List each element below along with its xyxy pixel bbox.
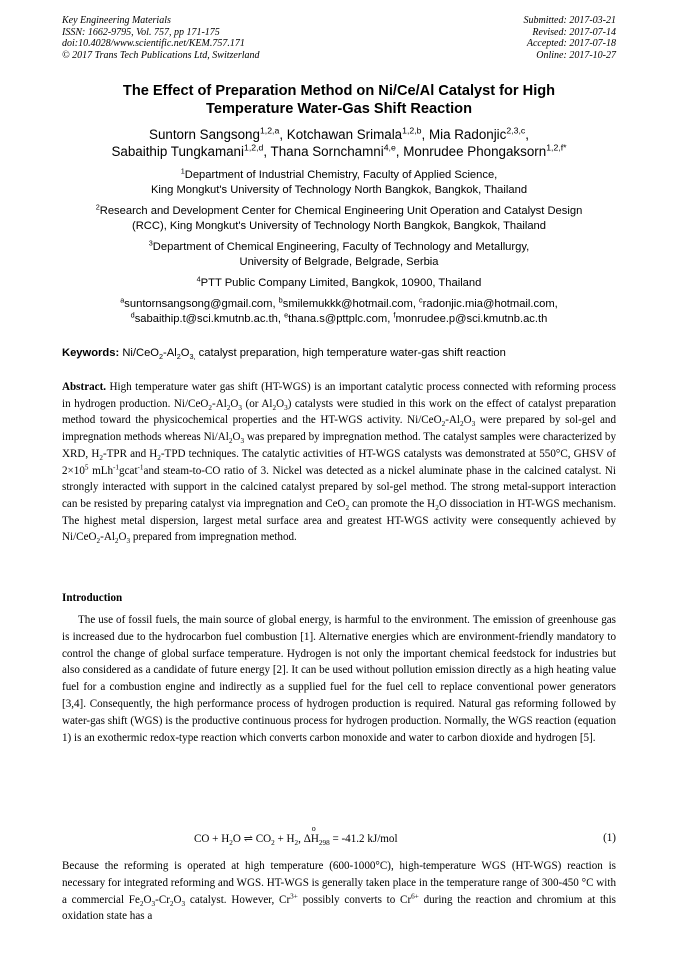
email-link[interactable]: monrudee.p@sci.kmutnb.ac.th	[395, 313, 548, 325]
publication-dates	[524, 15, 617, 61]
email-letter: b	[278, 295, 283, 305]
author-list	[40, 126, 638, 160]
affiliation-line: PTT Public Company Limited, Bangkok, 10900, Thailand	[200, 277, 482, 289]
author-name: Thana Sornchamni	[270, 144, 384, 159]
equation-1	[62, 824, 616, 852]
affiliation-line: King Mongkut's University of Technology North Bangkok, Bangkok, Thailand	[150, 184, 528, 196]
author-sep: ,	[421, 127, 429, 142]
affiliations	[50, 168, 628, 327]
affiliation-number: 2	[95, 202, 100, 212]
affiliation-line: Research and Development Center for Chemical Engineering Unit Operation and Catalyst Design	[99, 205, 583, 217]
author-sep: ,	[395, 144, 404, 159]
journal-info	[62, 15, 260, 61]
introduction-paragraph-2: Because the reforming is operated at high temperature (600-1000°C), high-temperature WGS (HT-WGS) reaction is necessary for integrated reforming and WGS. HT-WGS is generally taken place in the temperature range of 300-450 °C with a commercial $Fe_2O_3-Cr_2O_3$ catalyst. However, $Cr^{3+}$ possibly converts to $Cr^{6+}$ during the reaction and chromium at this oxidation state has a	[62, 860, 616, 923]
enthalpy-symbol: ΔH o $_{298}$	[303, 824, 330, 848]
affiliation-2	[50, 204, 628, 234]
paper-title	[62, 82, 616, 118]
author-affil-sup: 1,2,f*	[546, 142, 567, 153]
authors-line-1	[40, 126, 638, 143]
author-affil-sup: 4,e	[383, 142, 396, 153]
email-letter: e	[284, 310, 289, 320]
email-link[interactable]: radonjic.mia@hotmail.com	[422, 298, 555, 310]
affiliation-number: 1	[180, 166, 185, 176]
email-link[interactable]: thana.s@pttplc.com	[288, 313, 388, 325]
email-sep: ,	[277, 313, 285, 325]
date-submitted: Submitted: 2017-03-21	[523, 15, 616, 26]
equation-number: (1)	[603, 832, 616, 844]
email-sep: ,	[387, 313, 394, 325]
email-letter: d	[130, 310, 135, 320]
author-name: Monrudee Phongaksorn	[403, 144, 547, 159]
emails-line-2	[50, 312, 628, 327]
section-heading-introduction: Introduction	[62, 592, 123, 604]
author-sep: ,	[525, 127, 529, 142]
author-affil-sup: 1,2,a	[259, 125, 280, 136]
author-affil-sup: 2,3,c	[506, 125, 526, 136]
keywords	[62, 346, 616, 360]
author-name: Mia Radonjic	[428, 127, 507, 142]
title-line-1: The Effect of Preparation Method on Ni/Ce/Al Catalyst for High	[122, 83, 556, 99]
abstract-text: High temperature water gas shift (HT-WGS) is an important catalytic process connected with reforming process in hydrogen production. $Ni/CeO_2-Al_2O_3$ (or $Al_2O_3$) catalysts were studied in this work on the effect of catalyst preparation method toward the physicochemical properties and the HT-WGS activity. $Ni/CeO_2-Al_2O_3$ were prepared by sol-gel and impregnation methods whereas $Ni/Al_2O_3$ was prepared by impregnation method. The catalyst samples were characterized by XRD, $H_2$-TPR and $H_2$-TPD techniques. The catalytic activities of HT-WGS catalysts was demonstrated at 550°C, GHSV of $2\times 10^5$ mLh$^{-1}$gcat$^{-1}$and steam-to-CO ratio of 3. Nickel was detected as a nickel aluminate phase in the calcined catalyst. Ni strongly interacted with support in the calcined catalyst prepared by sol-gel method. The strong metal-support interaction can be resisted by preparing catalyst via impregnation and CeO$_2$ can promote the $H_2O$ dissociation in HT-WGS mechanism. The highest metal dispersion, largest metal surface area and greatest HT-WGS activity were consequently achieved by $Ni/CeO_2-Al_2O_3$ prepared from impregnation method.	[62, 381, 617, 546]
author-name: Kotchawan Srimala	[286, 127, 403, 142]
email-link[interactable]: smilemukkk@hotmail.com	[282, 298, 413, 310]
author-sep: ,	[279, 127, 287, 142]
email-sep: ,	[412, 298, 420, 310]
email-letter: c	[419, 295, 423, 305]
author-affil-sup: 1,2,b	[402, 125, 422, 136]
affiliation-line: Department of Industrial Chemistry, Faculty of Applied Science,	[184, 169, 498, 181]
journal-doi: doi:10.4028/www.scientific.net/KEM.757.171	[62, 38, 245, 50]
authors-line-2	[40, 143, 638, 160]
affiliation-line: University of Belgrade, Belgrade, Serbia	[239, 256, 439, 268]
date-online: Online: 2017-10-27	[536, 49, 616, 61]
affiliation-number: 4	[196, 274, 201, 284]
affiliation-3	[50, 240, 628, 270]
journal-issn: ISSN: 1662-9795, Vol. 757, pp 171-175	[62, 26, 220, 38]
email-link[interactable]: suntornsangsong@gmail.com	[124, 298, 273, 310]
author-sep: ,	[263, 144, 271, 159]
affiliation-1	[50, 168, 628, 198]
email-letter: a	[120, 295, 125, 305]
author-name: Sabaithip Tungkamani	[111, 144, 244, 159]
affiliation-4	[50, 276, 628, 291]
author-affil-sup: 1,2,d	[243, 142, 264, 153]
author-emails	[50, 297, 628, 327]
introduction-paragraph-1: The use of fossil fuels, the main source of global energy, is harmful to the environment. The emission of greenhouse gas is increased due to the hydrocarbon fuel combustion [1]. Alternative energies which are environment-friendly mandatory to control the change of global surface temperature. Hydrogen is not only the important chemical feedstock for industries but also considered as a candidate of future energy [2]. It can be used without pollution emission directly as a high heating value fuel for a combustion engine and indirectly as a supplied fuel for the fuel cell to replace conventional power generators [3,4]. Consequently, the high performance process of hydrogen production is required. Natural gas reforming followed by water-gas shift (WGS) is the productive continuous process for hydrogen production. Normally, the WGS reaction (equation 1) is an exothermic redox-type reaction which converts carbon monoxide and water to carbon dioxide and hydrogen [5].	[62, 614, 616, 744]
email-sep: ,	[554, 298, 558, 310]
date-accepted: Accepted: 2017-07-18	[526, 38, 616, 50]
keywords-label: Keywords:	[62, 347, 120, 359]
author-name: Suntorn Sangsong	[149, 127, 260, 142]
abstract-label: Abstract.	[62, 381, 107, 393]
keywords-text: $Ni/CeO_2-Al_2O_{3,}$ catalyst preparation, high temperature water-gas shift reaction	[122, 347, 506, 362]
date-revised: Revised: 2017-07-14	[532, 26, 616, 38]
email-letter: f	[393, 310, 396, 320]
abstract	[62, 379, 616, 546]
journal-copyright: © 2017 Trans Tech Publications Ltd, Switzerland	[62, 49, 260, 61]
email-link[interactable]: sabaithip.t@sci.kmutnb.ac.th	[134, 313, 278, 325]
affiliation-line: Department of Chemical Engineering, Faculty of Technology and Metallurgy,	[152, 241, 530, 253]
equation-body: CO + $H_2O$ ⇌ $CO_2 + H_2$, ΔH o $_{298}$ = -41.2 kJ/mol	[194, 824, 398, 848]
affiliation-line: (RCC), King Mongkut's University of Technology North Bangkok, Bangkok, Thailand	[132, 220, 546, 232]
email-sep: ,	[272, 298, 279, 310]
emails-line-1	[50, 297, 628, 312]
journal-name: Key Engineering Materials	[62, 15, 171, 26]
affiliation-number: 3	[148, 238, 153, 248]
title-line-2: Temperature Water-Gas Shift Reaction	[206, 101, 472, 117]
